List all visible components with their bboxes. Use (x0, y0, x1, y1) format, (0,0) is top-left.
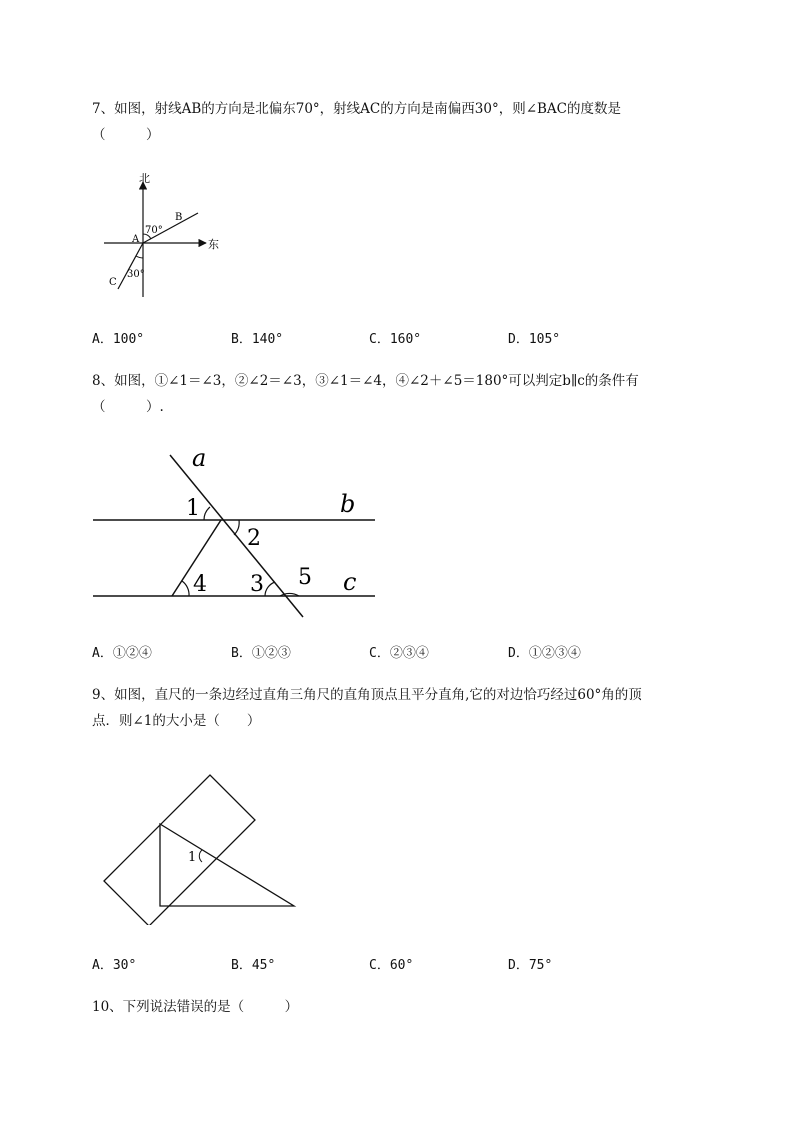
q7-angle-arc-bottom (136, 256, 143, 258)
q9-option-d[interactable]: D．75° (508, 958, 553, 973)
q7-label-b: B (175, 212, 183, 223)
q8-option-a[interactable]: A．①②④ (92, 646, 152, 661)
q7-option-c[interactable]: C．160° (369, 332, 422, 347)
q7-label-30: 30° (127, 269, 145, 280)
q8-figure (90, 440, 385, 625)
q7-ray-ac (118, 243, 143, 289)
q9-option-a[interactable]: A．30° (92, 958, 137, 973)
q8-option-c[interactable]: C．②③④ (369, 646, 429, 661)
q7-label-a: A (132, 234, 140, 245)
q7-figure (95, 168, 235, 303)
q8-arc-1 (204, 507, 210, 520)
q8-label-1: 1 (186, 496, 200, 521)
q8-label-a: a (192, 444, 207, 472)
q9-ruler (104, 775, 255, 925)
q8-label-4: 4 (193, 572, 207, 597)
q7-stem-line1: 7、如图，射线AB的方向是北偏东70°，射线AC的方向是南偏西30°，则∠BAC的度数是 (92, 101, 622, 117)
q9-stem-line2: 点．则∠1的大小是（ ） (92, 713, 261, 729)
q9-label-1: 1 (188, 850, 197, 865)
q8-option-b[interactable]: B．①②③ (231, 646, 291, 661)
q9-option-b[interactable]: B．45° (231, 958, 276, 973)
q8-arc-4 (182, 581, 189, 596)
q7-label-north: 北 (139, 172, 150, 185)
q8-label-b: b (340, 490, 356, 518)
q8-arc-3 (265, 582, 275, 596)
q9-angle-arc (199, 850, 202, 862)
q9-stem-line1: 9、如图，直尺的一条边经过直角三角尺的直角顶点且平分直角,它的对边恰巧经过60°角的顶 (92, 687, 642, 703)
q7-label-c: C (109, 277, 117, 288)
q8-stem-line2: （ ）. (92, 399, 164, 415)
q7-option-d[interactable]: D．105° (508, 332, 561, 347)
q9-triangle (160, 824, 294, 906)
q8-line-a (170, 455, 303, 617)
q7-option-a[interactable]: A．100° (92, 332, 145, 347)
q7-option-b[interactable]: B．140° (231, 332, 284, 347)
q10-stem-line1: 10、下列说法错误的是（ ） (92, 999, 299, 1015)
q8-label-3: 3 (250, 572, 264, 597)
q8-label-5: 5 (298, 565, 312, 590)
q7-label-70: 70° (145, 225, 163, 236)
q8-option-d[interactable]: D．①②③④ (508, 646, 581, 661)
q8-stem-line1: 8、如图，①∠1＝∠3，②∠2＝∠3，③∠1＝∠4，④∠2＋∠5＝180°可以判定b∥c的条件有 (92, 373, 639, 389)
q8-label-c: c (343, 568, 357, 596)
q7-label-east: 东 (208, 238, 219, 251)
q9-option-c[interactable]: C．60° (369, 958, 414, 973)
q8-label-2: 2 (247, 526, 261, 551)
q7-stem-line2: （ ） (92, 127, 160, 143)
q9-figure (95, 765, 305, 925)
